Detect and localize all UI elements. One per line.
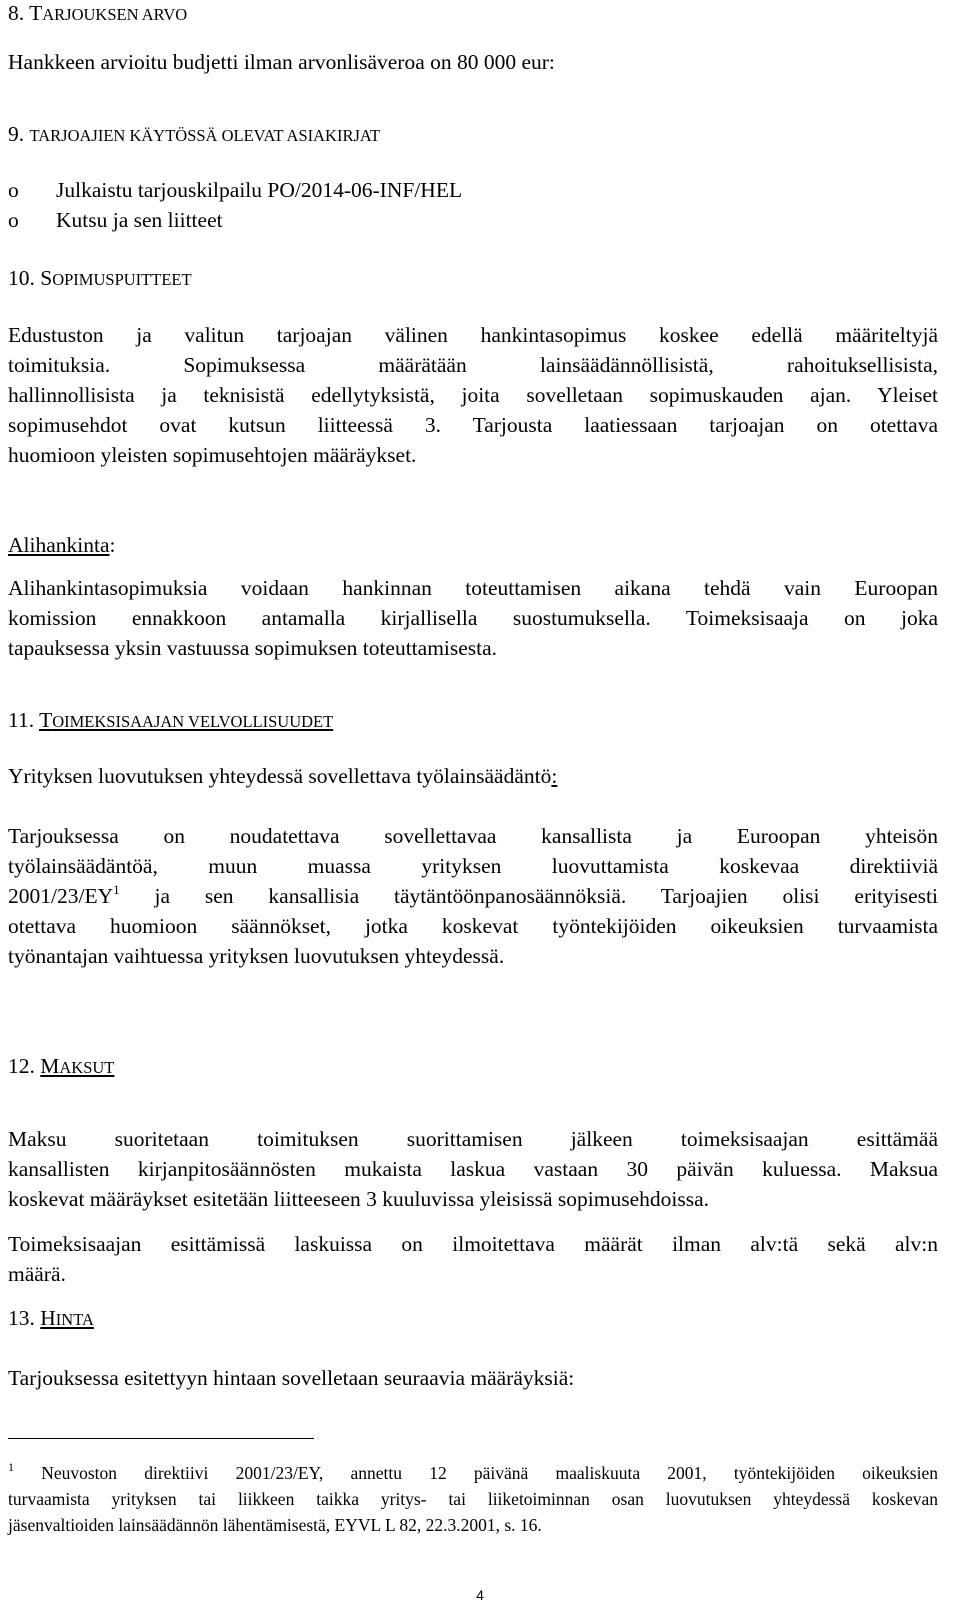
section-number: 12.	[8, 1054, 41, 1078]
section-number: 11.	[8, 708, 40, 732]
list-item: o Kutsu ja sen liitteet	[8, 205, 938, 235]
footnote: $^1$ Neuvoston direktiivi 2001/23/EY, annettu 12 päivänä maaliskuuta 2001, työntekijöiden oikeuksien turvaamista yrityksen tai liikkeen taikka yritys- tai liiketoiminnan osan luovutuksen yhteydessä koskevan jäsenvaltioiden lainsäädännön lähentämisestä, EYVL L 82, 22.3.2001, s. 16.	[8, 1460, 938, 1535]
contract-paragraph: Edustuston ja valitun tarjoajan välinen hankintasopimus koskee edellä määriteltyjä toimituksia. Sopimuksessa määrätään lainsäädännöllisistä, rahoituksellisista, hallinnollisista ja teknisistä edellytyksistä, joita sovelletaan sopimuskauden ajan. Yleiset sopimusehdot ovat kutsun liitteessä 3. Tarjousta laatiessaan tarjoajan on otettava huomioon yleisten sopimusehtojen määräykset.	[8, 323, 938, 467]
invoice-paragraph: Toimeksisaajan esittämissä laskuissa on ilmoitettava määrät ilman alv:tä sekä alv:n määrä.	[8, 1232, 938, 1286]
section-number: 8. T	[8, 1, 43, 25]
section-title: TARJOAJIEN KÄYTÖSSÄ OLEVAT ASIAKIRJAT	[29, 126, 381, 145]
section-title: MAKSUT	[40, 1054, 115, 1078]
section-title: TOIMEKSISAAJAN VELVOLLISUUDET	[39, 708, 334, 732]
subcontracting-label: Alihankinta:	[8, 533, 116, 557]
section-title: OPIMUSPUITTEET	[52, 270, 192, 289]
bullet: o	[8, 178, 19, 202]
page-number: 4	[476, 1587, 484, 1603]
price-text: Tarjouksessa esitettyyn hintaan sovelletaan seuraavia määräyksiä:	[8, 1366, 575, 1390]
budget-text: Hankkeen arvioitu budjetti ilman arvonlisäveroa on 80 000 eur:	[8, 50, 555, 74]
section-11-heading	[8, 705, 938, 737]
section-10-heading	[8, 263, 938, 295]
section-number: 9.	[8, 122, 30, 146]
labour-law-subheading: Yrityksen luovutuksen yhteydessä sovellettava työlainsäädäntö:	[8, 764, 558, 788]
list-item: o Julkaistu tarjouskilpailu PO/2014-06-INF/HEL	[8, 175, 938, 205]
section-number: 10. S	[8, 266, 53, 290]
subcontracting-paragraph: Alihankintasopimuksia voidaan hankinnan toteuttamisen aikana tehdä vain Euroopan komission ennakkoon antamalla kirjallisella suostumuksella. Toimeksisaaja on joka tapauksessa yksin vastuussa sopimuksen toteuttamisesta.	[8, 576, 938, 660]
section-12-heading	[8, 1051, 938, 1083]
footnote-ref: 1	[113, 882, 120, 897]
footnote-mark: 1	[8, 1460, 14, 1474]
bullet: o	[8, 208, 19, 232]
section-title: ARJOUKSEN ARVO	[42, 5, 188, 24]
section-9-heading	[8, 119, 938, 151]
payment-paragraph: Maksu suoritetaan toimituksen suorittamisen jälkeen toimeksisaajan esittämää kansallisten kirjanpitosäännösten mukaista laskua vastaan 30 päivän kuluessa. Maksua koskevat määräykset esitetään liitteeseen 3 kuuluvissa yleisissä sopimusehdoissa.	[8, 1127, 938, 1211]
labour-law-paragraph: Tarjouksessa on noudatettava sovellettavaa kansallista ja Euroopan yhteisön työlainsäädäntöä, muun muassa yrityksen luovuttamista koskevaa direktiiviä $2001/23/EY^1$ ja sen kansallisia täytäntöönpanosäännöksiä. Tarjoajien olisi erityisesti otettava huomioon säännökset, jotka koskevat työntekijöiden oikeuksien turvaamista työnantajan vaihtuessa yrityksen luovutuksen yhteydessä.	[8, 824, 938, 968]
section-title: HINTA	[40, 1306, 94, 1330]
documents-list	[8, 175, 938, 235]
section-number: 13.	[8, 1306, 41, 1330]
section-13-heading	[8, 1303, 938, 1335]
section-8-heading	[8, 0, 938, 30]
footnote-separator	[8, 1438, 314, 1439]
